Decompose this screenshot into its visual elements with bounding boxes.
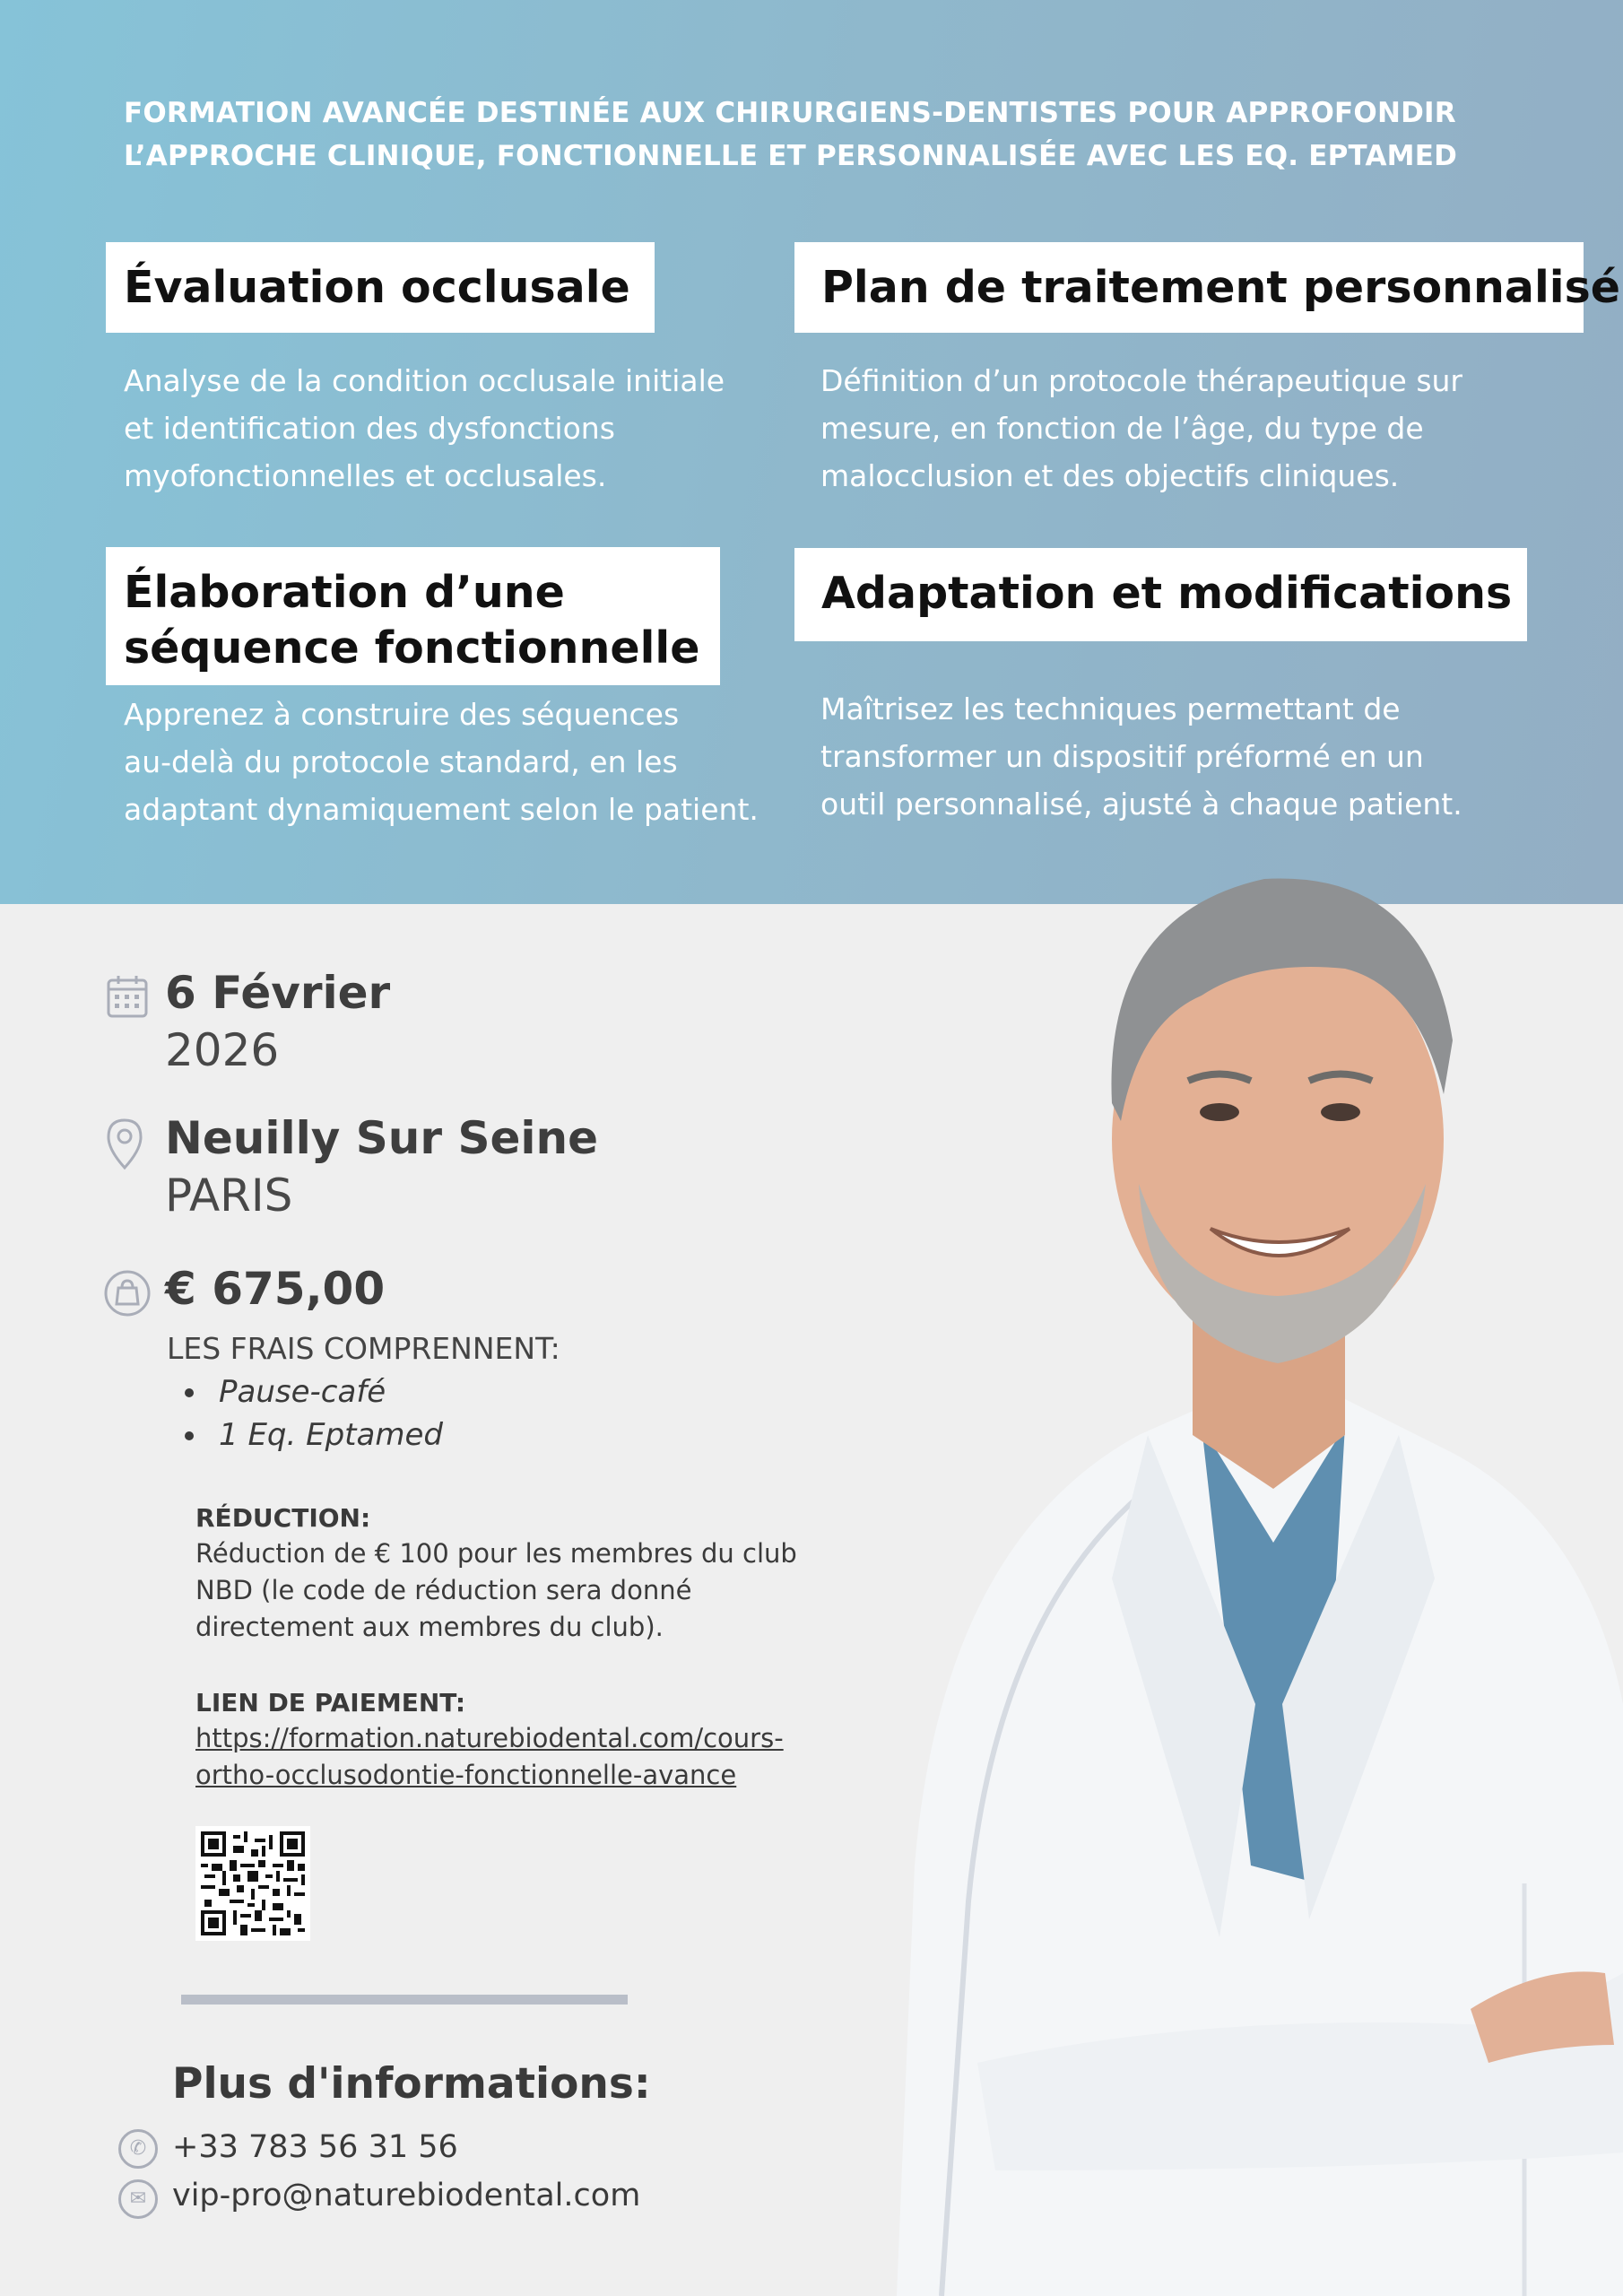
whatsapp-icon: ✆ <box>118 2129 158 2169</box>
card-desc-line: transformer un dispositif préformé en un <box>820 739 1424 774</box>
includes-label: LES FRAIS COMPRENNENT: <box>167 1331 560 1366</box>
card-desc-line: myofonctionnelles et occlusales. <box>124 458 607 493</box>
card-desc-line: adaptant dynamiquement selon le patient. <box>124 792 759 827</box>
intro-line-2: L’APPROCHE CLINIQUE, FONCTIONNELLE ET PERSONNALISÉE AVEC LES EQ. EPTAMED <box>124 140 1458 172</box>
card-title-line: Évaluation occlusale <box>124 262 630 313</box>
payment-label: LIEN DE PAIEMENT: <box>195 1688 466 1718</box>
card-title-line: séquence fonctionnelle <box>124 622 700 674</box>
card-desc-line: au-delà du protocole standard, en les <box>124 744 678 779</box>
intro-line-1: FORMATION AVANCÉE DESTINÉE AUX CHIRURGIENS-DENTISTES POUR APPROFONDIR <box>124 97 1456 129</box>
payment-link-line[interactable]: https://formation.naturebiodental.com/cours- <box>195 1723 784 1753</box>
card-desc-elaboration <box>124 691 759 833</box>
section-divider <box>181 1995 628 2005</box>
event-price: € 675,00 <box>165 1263 386 1315</box>
intro-heading <box>124 91 1523 178</box>
card-desc-evaluation <box>124 357 725 500</box>
card-title-adaptation <box>794 548 1527 641</box>
payment-link[interactable] <box>195 1720 784 1794</box>
payment-qr-code[interactable] <box>195 1826 310 1941</box>
card-desc-line: Définition d’un protocole thérapeutique sur <box>820 363 1462 398</box>
location-pin-icon <box>106 1118 143 1171</box>
includes-list <box>167 1370 443 1457</box>
card-desc-line: mesure, en fonction de l’âge, du type de <box>820 411 1424 446</box>
event-date: 6 Février <box>165 967 391 1019</box>
card-desc-line: Apprenez à construire des séquences <box>124 697 680 732</box>
reduction-line: NBD (le code de réduction sera donné <box>195 1575 692 1605</box>
calendar-icon <box>106 974 149 1019</box>
card-desc-line: et identification des dysfonctions <box>124 411 615 446</box>
card-title-evaluation <box>106 242 655 333</box>
reduction-line: directement aux membres du club). <box>195 1612 664 1642</box>
event-location: Neuilly Sur Seine <box>165 1112 599 1164</box>
card-desc-line: malocclusion et des objectifs cliniques. <box>820 458 1400 493</box>
email-address[interactable]: vip-pro@naturebiodental.com <box>172 2178 641 2213</box>
card-desc-line: Maîtrisez les techniques permettant de <box>820 691 1401 726</box>
phone-number[interactable]: +33 783 56 31 56 <box>172 2129 458 2165</box>
list-item: Pause-café <box>167 1370 443 1413</box>
card-desc-line: Analyse de la condition occlusale initiale <box>124 363 725 398</box>
card-title-line: Adaptation et modifications <box>821 568 1513 619</box>
shopping-bag-icon <box>104 1270 151 1317</box>
reduction-label: RÉDUCTION: <box>195 1503 371 1533</box>
card-title-line: Élaboration d’une <box>124 567 565 618</box>
list-item: 1 Eq. Eptamed <box>167 1413 443 1457</box>
card-title-line: Plan de traitement personnalisé <box>821 262 1620 313</box>
event-year: 2026 <box>165 1024 280 1076</box>
event-city: PARIS <box>165 1170 293 1222</box>
reduction-text <box>195 1535 797 1646</box>
card-title-plan <box>794 242 1620 333</box>
mail-icon: ✉ <box>118 2179 158 2219</box>
reduction-line: Réduction de € 100 pour les membres du club <box>195 1538 797 1569</box>
doctor-portrait-image <box>843 807 1623 2296</box>
card-title-elaboration <box>106 547 720 685</box>
card-desc-plan <box>820 357 1462 500</box>
payment-link-line[interactable]: ortho-occlusodontie-fonctionnelle-avance <box>195 1760 737 1790</box>
card-desc-line: outil personnalisé, ajusté à chaque patient. <box>820 787 1462 822</box>
more-info-title: Plus d'informations: <box>172 2059 651 2109</box>
qr-code-icon <box>201 1831 305 1935</box>
